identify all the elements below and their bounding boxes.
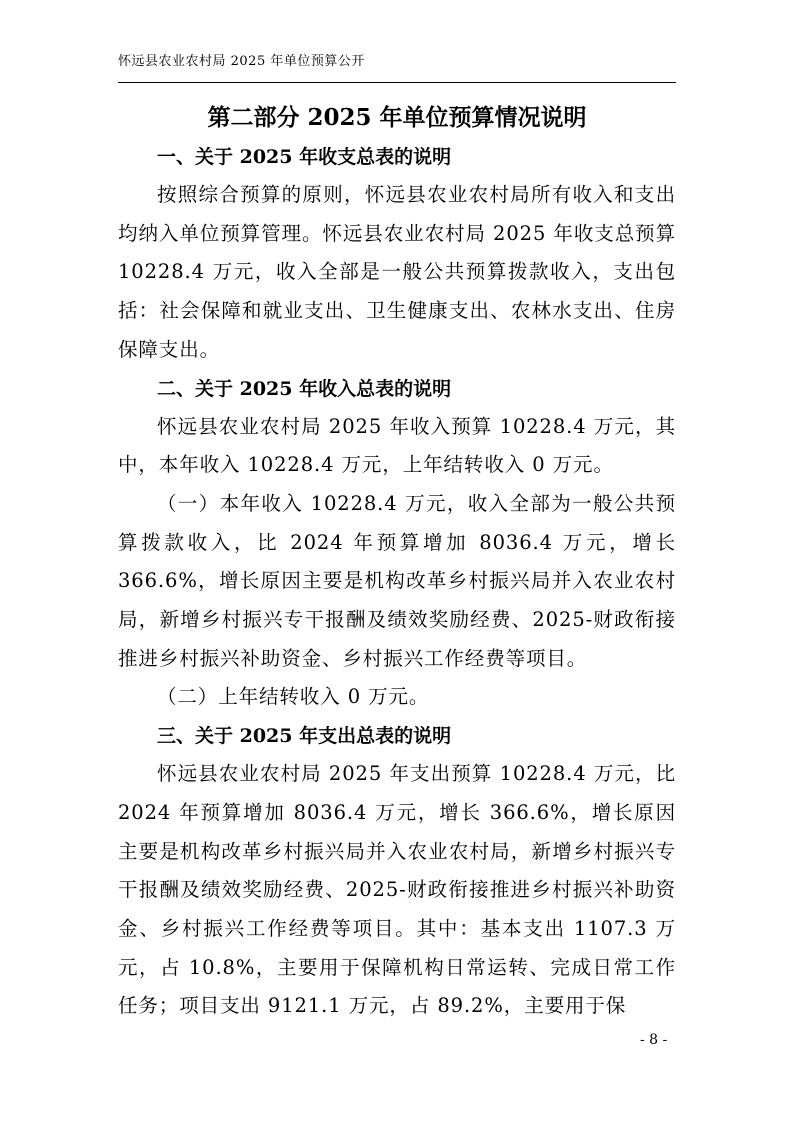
section-heading-3: 三、关于 2025 年支出总表的说明 [157,725,452,748]
document-body [118,98,676,1026]
header-rule [118,82,676,83]
paragraph: （二）上年结转收入 0 万元。 [157,685,430,709]
page-number: - 8 - [640,1032,668,1048]
paragraph: 怀远县农业农村局 2025 年收入预算 10228.4 万元，其中，本年收入 10228.4 万元，上年结转收入 0 万元。 [118,414,676,477]
running-header: 怀远县农业农村局 2025 年单位预算公开 [118,54,365,69]
document-title: 第二部分 2025 年单位预算情况说明 [207,104,587,131]
section-heading-1: 一、关于 2025 年收支总表的说明 [157,146,452,168]
paragraph: 按照综合预算的原则，怀远县农业农村局所有收入和支出均纳入单位预算管理。怀远县农业农村局 2025 年收支总预算 10228.4 万元，收入全部是一般公共预算拨款收入，支出包括：社会保障和就业支出、卫生健康支出、农林水支出、住房保障支出。 [118,183,676,361]
paragraph: （一）本年收入 10228.4 万元，收入全部为一般公共预算拨款收入，比 2024 年预算增加 8036.4 万元，增长 366.6%，增长原因主要是机构改革乡村振兴局并入农业农村局，新增乡村振兴专干报酬及绩效奖励经费、2025-财政衔接推进乡村振兴补助资金、乡村振兴工作经费等项目。 [118,491,676,670]
section-heading-2: 二、关于 2025 年收入总表的说明 [157,377,452,400]
paragraph: 怀远县农业农村局 2025 年支出预算 10228.4 万元，比 2024 年预算增加 8036.4 万元，增长 366.6%，增长原因主要是机构改革乡村振兴局并入农业农村局，新增乡村振兴专干报酬及绩效奖励经费、2025-财政衔接推进乡村振兴补助资金、乡村振兴工作经费等项目。其中：基本支出 1107.3 万元，占 10.8%，主要用于保障机构日常运转、完成日常工作任务；项目支出 9121.1 万元，占 89.2%，主要用于保 [118,762,676,1018]
